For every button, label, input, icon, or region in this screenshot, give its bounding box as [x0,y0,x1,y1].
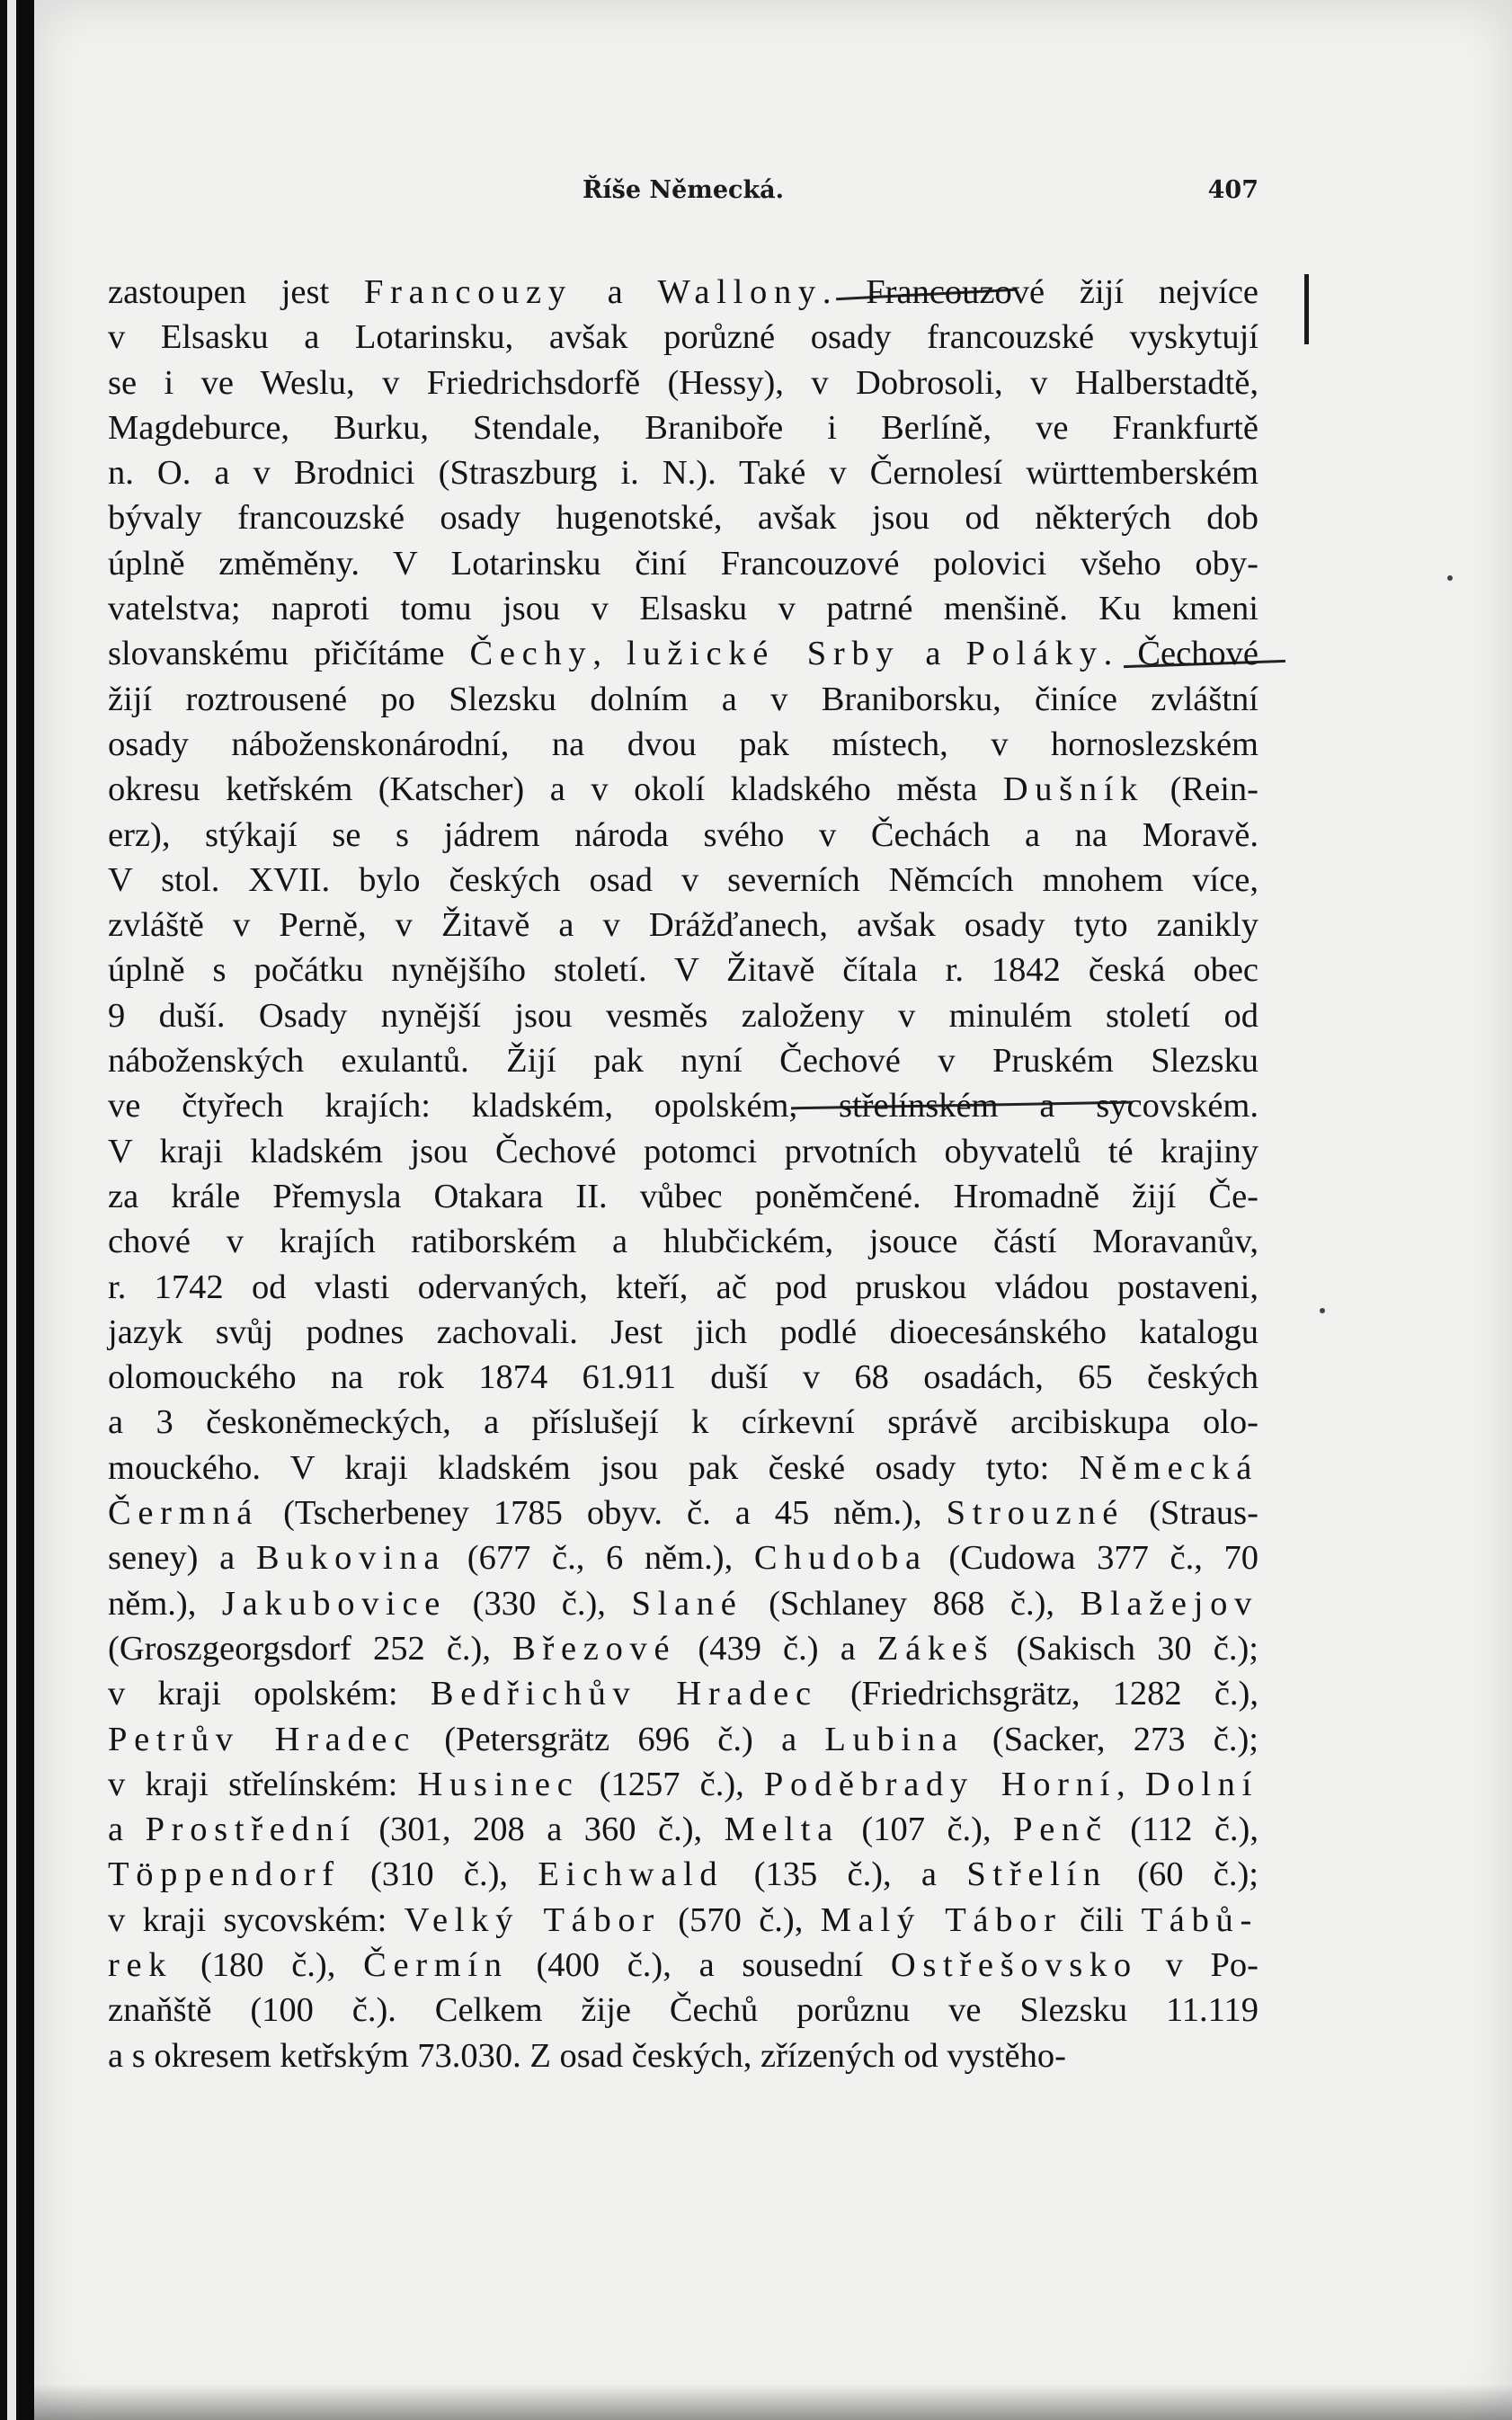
text-run: a 3 českoněmeckých, a příslušejí k církevní správě arcibiskupa olo- [108,1403,1259,1442]
text-line [108,1626,1259,1671]
text-line [108,1310,1259,1355]
text-line [108,858,1259,903]
text-run: (677 č., 6 něm.), [446,1539,754,1578]
text-line [108,1898,1259,1943]
text-line [108,541,1259,586]
spaced-name: Tábů- [1141,1900,1259,1939]
text-run: (570 č.), [660,1900,821,1939]
text-line [108,405,1259,450]
text-run: chové v krajích ratiborském a hlubčickém, jsouce částí Moravanův, [108,1223,1259,1261]
spaced-name: Petrův Hradec [108,1720,416,1758]
spaced-name: Střelín [966,1855,1107,1894]
text-run: (Rein- [1144,770,1259,809]
text-run: jazyk svůj podnes zachovali. Jest jich podlé dioecesánského katalogu [108,1312,1259,1351]
text-line [108,767,1259,812]
spaced-name: Malý Tábor [820,1900,1063,1939]
text-line [108,1762,1259,1807]
text-line [108,1852,1259,1897]
text-line [108,1581,1259,1626]
text-run: seney) a [108,1539,256,1578]
text-run: (60 č.); [1107,1855,1259,1894]
text-run: za krále Přemysla Otakara II. vůbec poněmčené. Hromadně žijí Če- [108,1177,1259,1215]
spaced-name: Dušník [1002,770,1145,809]
spaced-name: Březové [512,1629,677,1668]
text-run: ve čtyřech krajích: kladském, opolském, střelínském a sycovském. [108,1087,1259,1125]
text-line [108,1490,1259,1535]
text-line [108,1038,1259,1083]
text-run: úplně změměny. V Lotarinsku činí Francouzové polovici všeho oby- [108,544,1259,583]
text-line [108,450,1259,495]
spaced-name: Francouzy [363,273,573,311]
text-run: n. O. a v Brodnici (Straszburg i. N.). Také v Černolesí württemberském [108,454,1259,493]
spaced-name: Töppendorf [108,1855,341,1894]
text-run: úplně s počátku nynějšího století. V Žitavě čítala r. 1842 česká obec [108,951,1259,990]
spaced-name: Německá [1079,1448,1259,1487]
page-number: 407 [1207,176,1259,204]
text-run: (301, 208 a 360 č.), [356,1811,725,1849]
text-line [108,903,1259,948]
text-line [108,993,1259,1038]
text-run: žijí roztrousené po Slezsku dolním a v Braniborsku, činíce zvláštní [108,680,1259,718]
text-line [108,1807,1259,1852]
margin-dot [1447,575,1453,581]
text-line [108,495,1259,540]
spaced-name: rek [108,1945,173,1984]
spaced-name: Čermín [363,1945,509,1984]
text-run: (Straus- [1125,1494,1259,1533]
spaced-name: Dolní [1144,1765,1259,1803]
spaced-name: Čermná [108,1494,260,1533]
text-line [108,1355,1259,1400]
text-run: V stol. XVII. bylo českých osad v severních Němcích mnohem více, [108,860,1259,899]
text-run: (180 č.), [173,1945,364,1984]
spaced-name: Čechy [469,635,593,673]
text-run: čili [1062,1900,1142,1939]
text-run: (Sakisch 30 č.); [994,1629,1259,1668]
text-line [108,315,1259,360]
spaced-name: Penč [1013,1811,1108,1849]
text-line [108,1988,1259,2033]
spaced-name: Zákeš [876,1629,995,1668]
text-run: (Tscherbeney 1785 obyv. č. a 45 něm.), [259,1494,947,1533]
text-run: erz), stýkají se s jádrem národa svého v Čechách a na Moravě. [108,815,1259,854]
text-run: znaňště (100 č.). Celkem žije Čechů porůznu ve Slezsku 11.119 [108,1991,1259,2030]
text-run: něm.), [108,1584,222,1623]
text-line [108,1446,1259,1490]
text-run: a [108,1811,146,1849]
text-run: , [592,635,627,673]
text-line [108,1717,1259,1762]
text-run: (310 č.), [340,1855,538,1894]
text-line [108,2033,1259,2078]
text-run: (330 č.), [447,1584,632,1623]
text-line [108,1129,1259,1174]
text-run: v kraji sycovském: [108,1900,405,1939]
text-line [108,1265,1259,1310]
text-run: Magdeburce, Burku, Stendale, Braniboře i Berlíně, ve Frankfurtě [108,408,1259,447]
margin-mark [1304,274,1309,344]
spaced-name: Blažejov [1080,1584,1259,1623]
text-line [108,948,1259,992]
spaced-name: Poděbrady Horní [763,1765,1117,1803]
spaced-name: Wallony [657,273,823,311]
text-line [108,1535,1259,1580]
spaced-name: lužické Srby [627,635,901,673]
text-run: (112 č.), [1107,1811,1259,1849]
text-line [108,586,1259,631]
text-run: (Friedrichsgrätz, 1282 č.), [817,1675,1259,1713]
text-line [108,270,1259,315]
text-run: a s okresem ketřským 73.030. Z osad českých, zřízených od vystěho- [108,2036,1066,2075]
text-run: v kraji střelínském: [108,1765,418,1803]
page-edge [7,0,16,2420]
spaced-name: Prostřední [145,1811,357,1849]
text-run: osady náboženskonárodní, na dvou pak místech, v hornoslezském [108,725,1259,763]
spaced-name: Slané [631,1584,743,1623]
text-run: (135 č.), a [724,1855,967,1894]
text-run: v Po- [1137,1945,1259,1984]
text-run: a [900,635,966,673]
spaced-name: Bukovina [255,1539,447,1578]
text-run: V kraji kladském jsou Čechové potomci prvotních obyvatelů té krajiny [108,1132,1259,1170]
text-run: se i ve Weslu, v Friedrichsdorfě (Hessy), v Dobrosoli, v Halberstadtě, [108,363,1259,402]
text-line [108,813,1259,858]
text-run: (Cudowa 377 č., 70 [927,1539,1259,1578]
spaced-name: Chudoba [753,1539,928,1578]
text-line [108,677,1259,722]
text-run: bývaly francouzské osady hugenotské, avšak jsou od některých dob [108,499,1259,538]
text-line [108,1174,1259,1219]
spaced-name: Bedřichův Hradec [430,1675,818,1713]
text-run: v kraji opolském: [108,1675,431,1713]
text-run: (Sacker, 273 č.); [964,1720,1259,1758]
spaced-name: Ostřešovsko [890,1945,1138,1984]
text-run: , [1116,1765,1145,1803]
running-header [108,176,1259,216]
text-run: olomouckého na rok 1874 61.911 duší v 68 osadách, 65 českých [108,1358,1259,1397]
body-text [108,270,1259,2078]
text-run: zastoupen jest [108,273,364,311]
text-run: v Elsasku a Lotarinsku, avšak porůzné osady francouzské vyskytují [108,318,1259,357]
text-run: slovanskému přičítáme [108,635,470,673]
text-line [108,1943,1259,1988]
page-shadow [34,2384,1512,2420]
text-run: r. 1742 od vlasti odervaných, kteří, ač pod pruskou vládou postaveni, [108,1268,1259,1306]
spaced-name: Husinec [417,1765,580,1803]
spaced-name: Strouzné [946,1494,1125,1533]
text-run: okresu ketřském (Katscher) a v okolí kladského města [108,770,1003,809]
text-run: (400 č.), a sousední [508,1945,891,1984]
spaced-name: Lubina [824,1720,965,1758]
spaced-name: Melta [724,1811,840,1849]
text-run: zvláště v Perně, v Žitavě a v Drážďanech, avšak osady tyto zanikly [108,906,1259,945]
text-line [108,1219,1259,1264]
spaced-name: Velký Tábor [404,1900,661,1939]
text-run: (1257 č.), [579,1765,764,1803]
text-run: . Francouzové žijí nejvíce [822,273,1259,311]
text-line [108,1083,1259,1128]
text-run: a [572,273,658,311]
text-run: (Groszgeorgsdorf 252 č.), [108,1629,513,1668]
text-run: (Petersgrätz 696 č.) a [416,1720,825,1758]
spaced-name: Eichwald [538,1855,725,1894]
text-line [108,722,1259,767]
text-run: náboženských exulantů. Žijí pak nyní Čechové v Pruském Slezsku [108,1042,1259,1081]
text-run: vatelstva; naproti tomu jsou v Elsasku v patrné menšině. Ku kmeni [108,590,1259,628]
text-line [108,1400,1259,1445]
text-run: mouckého. V kraji kladském jsou pak české osady tyto: [108,1448,1080,1487]
spaced-name: Jakubovice [221,1584,448,1623]
text-run: (Schlaney 868 č.), [743,1584,1081,1623]
text-line [108,1671,1259,1716]
text-run: 9 duší. Osady nynější jsou vesměs založeny v minulém století od [108,996,1259,1035]
spaced-name: Poláky [965,635,1104,673]
text-run: . Čechové [1103,635,1259,673]
margin-dot [1320,1308,1325,1313]
page-title: Říše Německá. [582,176,785,204]
text-run: (107 č.), [839,1811,1014,1849]
text-run: (439 č.) a [676,1629,877,1668]
text-line [108,360,1259,405]
text-line [108,631,1259,676]
